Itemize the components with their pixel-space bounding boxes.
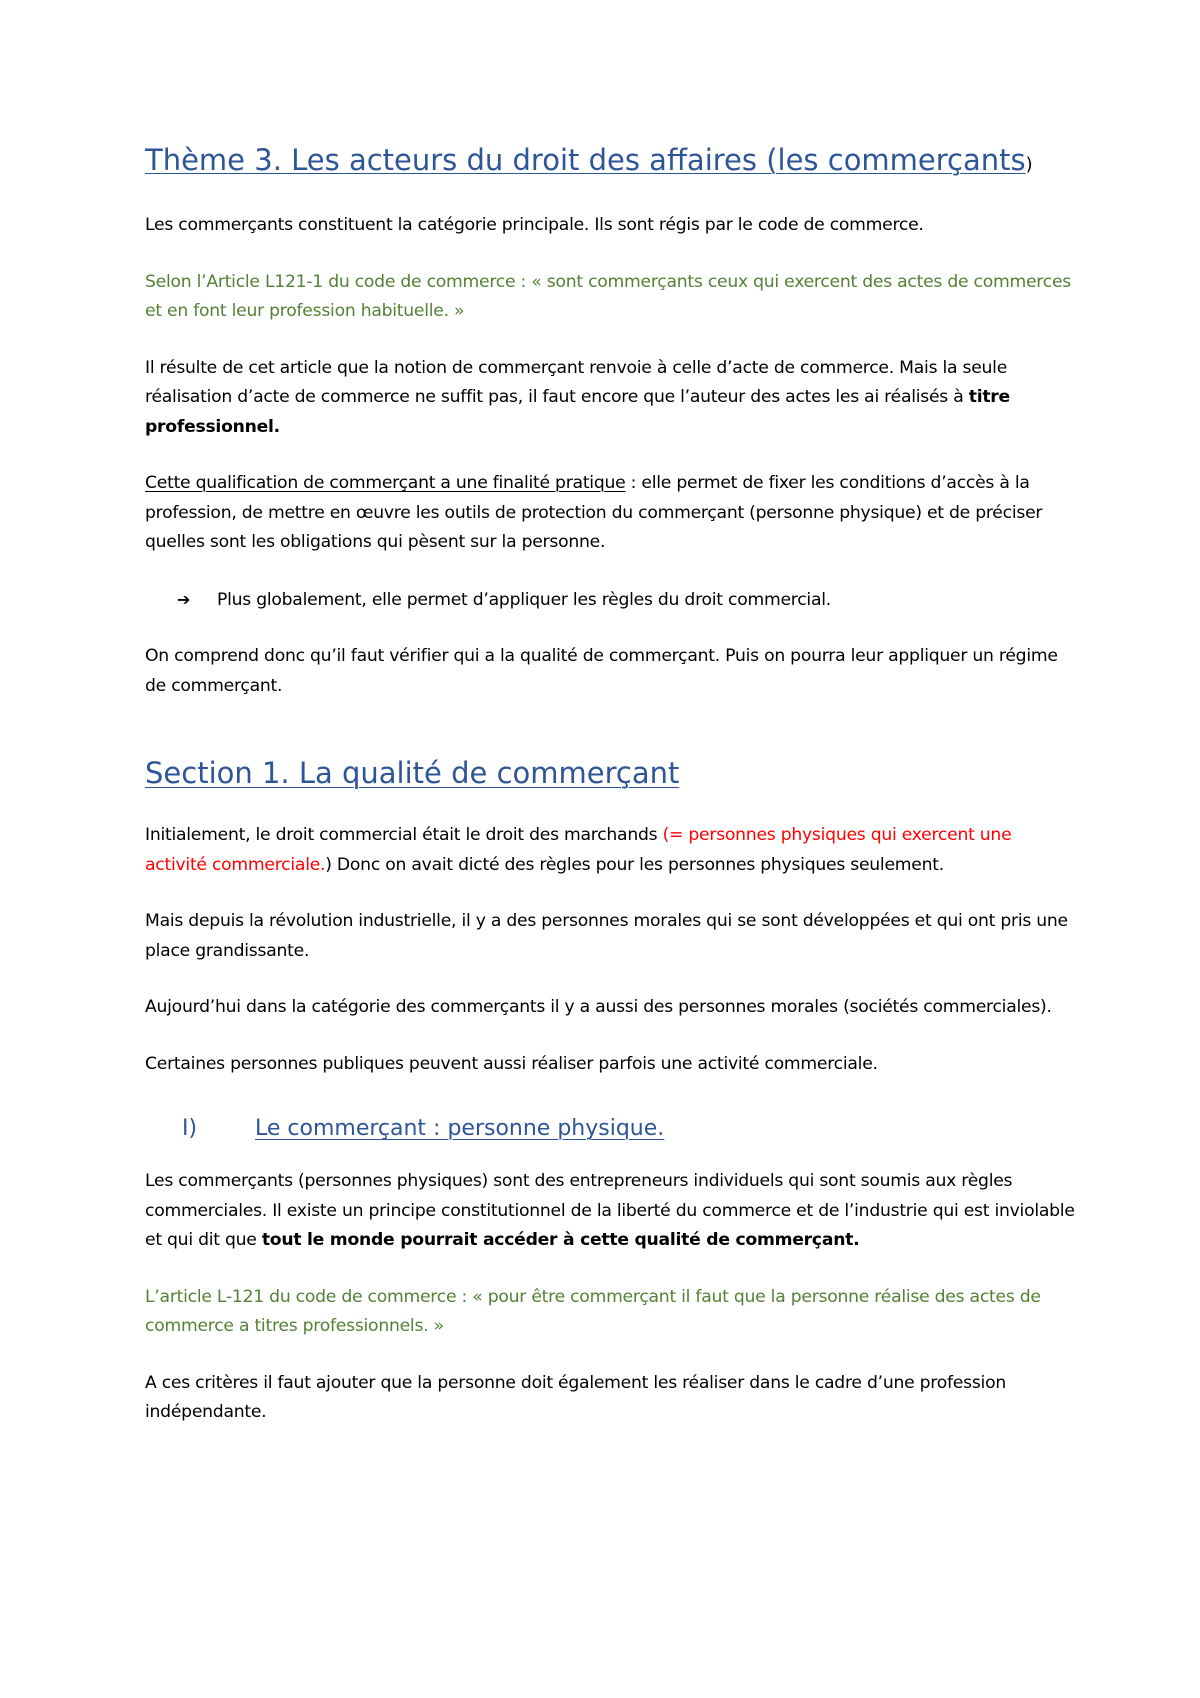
title-text: Thème 3. Les acteurs du droit des affaires (les commerçants — [145, 143, 1026, 177]
personnes-publiques-paragraph: Certaines personnes publiques peuvent aussi réaliser parfois une activité commerciale. — [145, 1053, 878, 1074]
article-l121-quote-paragraph: L’article L-121 du code de commerce : « pour être commerçant il faut que la personne réalise des actes de commerce a titres professionnels. » — [145, 1286, 1041, 1336]
intro-paragraph: Les commerçants constituent la catégorie principale. Ils sont régis par le code de commerce. — [145, 215, 924, 235]
arrow-bullet-text: Plus globalement, elle permet d’appliquer les règles du droit commercial. — [217, 589, 831, 610]
finalite-paragraph — [145, 469, 1075, 558]
subsection-1-title: Le commerçant : personne physique. — [255, 1116, 665, 1141]
criteres-paragraph: A ces critères il faut ajouter que la personne doit également les réaliser dans le cadre d’une profession indépendante. — [145, 1372, 1006, 1422]
initial-text: Initialement, le droit commercial était le droit des marchands — [145, 825, 663, 845]
subsection-1-number: I) — [182, 1116, 198, 1141]
initial-text-end: ) Donc on avait dicté des règles pour les personnes physiques seulement. — [325, 854, 944, 875]
personnes-physiques-text: Les commerçants (personnes physiques) sont des entrepreneurs individuels qui sont soumis aux règles commerciales. Il existe un principe constitutionnel de la liberté du commerce et de l’industrie qui est inviolable et qui dit que — [145, 1171, 1075, 1250]
article-quote-paragraph: Selon l’Article L121-1 du code de commerce : « sont commerçants ceux qui exercent des actes de commerces et en font leur profession habituelle. » — [145, 271, 1071, 321]
revolution-paragraph: Mais depuis la révolution industrielle, il y a des personnes morales qui se sont développées et qui ont pris une place grandissante. — [145, 911, 1068, 961]
subsection-1-heading — [145, 1113, 1075, 1145]
notion-bold-text: titre professionnel. — [145, 387, 1010, 437]
title-paren: ) — [1025, 154, 1033, 175]
finalite-underlined-text: Cette qualification de commerçant a une finalité pratique — [145, 473, 626, 493]
document-page — [145, 140, 1075, 1455]
finalite-text: : elle permet de fixer les conditions d’accès à la profession, de mettre en œuvre les outils de protection du commerçant (personne physique) et de préciser quelles sont les obligations qui pèsent sur la personne. — [145, 473, 1043, 552]
aujourdhui-paragraph: Aujourd’hui dans la catégorie des commerçants il y a aussi des personnes morales (sociétés commerciales). — [145, 997, 1052, 1017]
notion-paragraph — [145, 354, 1075, 443]
verification-paragraph: On comprend donc qu’il faut vérifier qui a la qualité de commerçant. Puis on pourra leur appliquer un régime de commerçant. — [145, 646, 1058, 696]
personnes-physiques-end: . — [853, 1230, 860, 1250]
initial-paragraph — [145, 821, 1075, 880]
notion-text: Il résulte de cet article que la notion de commerçant renvoie à celle d’acte de commerce. Mais la seule réalisation d’acte de commerce ne suffit pas, il faut encore que l’auteur des actes les ai réalisés à — [145, 357, 1008, 407]
initial-red-text: (= personnes physiques qui exercent une activité commerciale. — [145, 825, 1012, 875]
personnes-physiques-paragraph — [145, 1167, 1075, 1256]
document-title — [145, 140, 1075, 185]
personnes-physiques-bold-text: tout le monde pourrait accéder à cette qualité de commerçant — [261, 1230, 854, 1250]
arrow-bullet — [145, 585, 1075, 616]
section-1-heading — [145, 753, 1075, 793]
right-arrow-bullet-icon: ➔ — [177, 589, 191, 609]
section-1-heading-text: Section 1. La qualité de commerçant — [145, 756, 680, 790]
